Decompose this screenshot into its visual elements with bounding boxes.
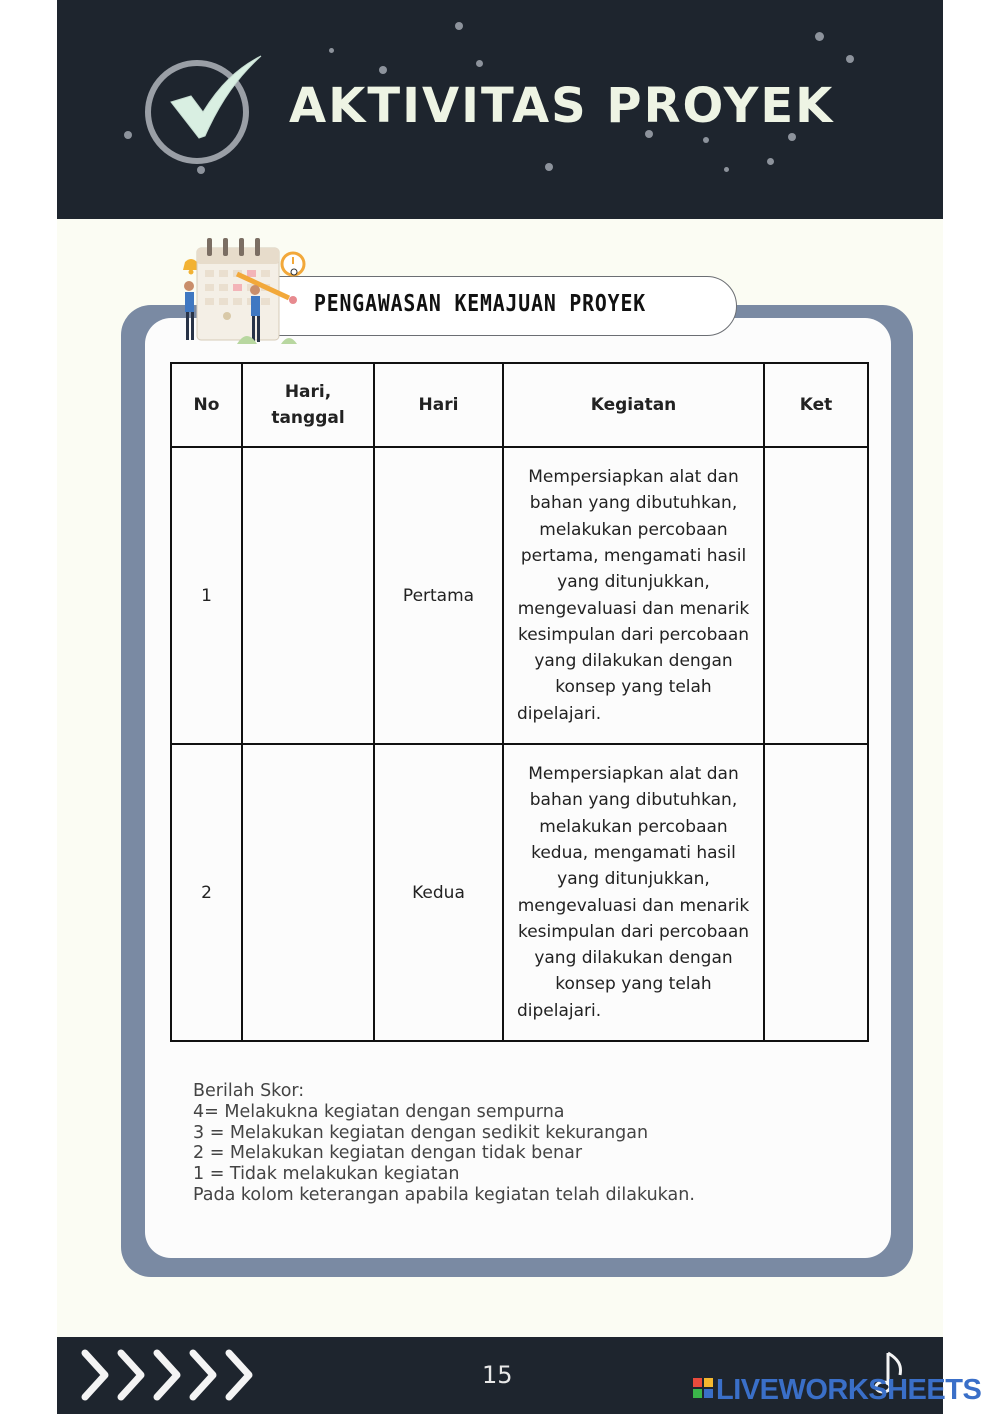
day-cell: Pertama <box>374 447 503 744</box>
note-cell[interactable] <box>764 447 868 744</box>
section-title: PENGAWASAN KEMAJUAN PROYEK <box>314 291 646 317</box>
star-dot <box>476 60 483 67</box>
star-dot <box>329 48 334 53</box>
column-header-no: No <box>171 363 242 447</box>
day-cell: Kedua <box>374 744 503 1041</box>
row-number: 2 <box>171 744 242 1041</box>
header <box>57 0 943 219</box>
notes-line: 2 = Melakukan kegiatan dengan tidak benar <box>193 1143 583 1164</box>
date-cell[interactable] <box>242 447 374 744</box>
notes-line: 4= Melakukna kegiatan dengan sempurna <box>193 1101 565 1122</box>
column-header-date-label: Hari, tanggal <box>271 382 345 428</box>
table-header-row <box>171 363 868 447</box>
column-header-date <box>242 363 374 447</box>
activity-cell: Mempersiapkan alat dan bahan yang dibutuhkan, melakukan percobaan kedua, mengamati hasil yang ditunjukkan, mengevaluasi dan menarik kesimpulan dari percobaan yang dilakukan dengan konsep yang telah dipelajari. <box>503 744 764 1041</box>
star-dot <box>379 66 387 74</box>
page-title: AKTIVITAS PROYEK <box>289 78 835 134</box>
page-number: 15 <box>482 1361 513 1389</box>
progress-table <box>170 362 869 1042</box>
table-row <box>171 447 868 744</box>
chevrons-icon <box>79 1349 259 1401</box>
star-dot <box>197 166 205 174</box>
table-row <box>171 744 868 1041</box>
column-header-activity: Kegiatan <box>503 363 764 447</box>
calendar-illustration-icon <box>177 234 307 346</box>
star-dot <box>545 163 553 171</box>
activity-cell: Mempersiapkan alat dan bahan yang dibutuhkan, melakukan percobaan pertama, mengamati hasil yang ditunjukkan, mengevaluasi dan menarik kesimpulan dari percobaan yang dilakukan dengan konsep yang telah dipelajari. <box>503 447 764 744</box>
note-cell[interactable] <box>764 744 868 1041</box>
star-dot <box>124 131 132 139</box>
star-dot <box>846 55 854 63</box>
star-dot <box>703 137 709 143</box>
star-dot <box>724 167 729 172</box>
notes-line: 3 = Melakukan kegiatan dengan sedikit kekurangan <box>193 1122 649 1143</box>
star-dot <box>788 133 796 141</box>
column-header-note: Ket <box>764 363 868 447</box>
star-dot <box>815 32 824 41</box>
liveworksheets-logo-icon <box>693 1378 713 1398</box>
section-banner <box>277 276 737 336</box>
notes-line: Pada kolom keterangan apabila kegiatan telah dilakukan. <box>193 1184 695 1205</box>
notes-line: Berilah Skor: <box>193 1081 305 1101</box>
star-dot <box>767 158 774 165</box>
page <box>57 0 943 1414</box>
checkmark-icon <box>157 50 267 150</box>
notes-line: 1 = Tidak melakukan kegiatan <box>193 1164 460 1185</box>
brand-watermark[interactable]: LIVEWORKSHEETS <box>716 1374 982 1406</box>
row-number: 1 <box>171 447 242 744</box>
column-header-day: Hari <box>374 363 503 447</box>
date-cell[interactable] <box>242 744 374 1041</box>
star-dot <box>455 22 463 30</box>
scoring-notes <box>193 1081 695 1206</box>
